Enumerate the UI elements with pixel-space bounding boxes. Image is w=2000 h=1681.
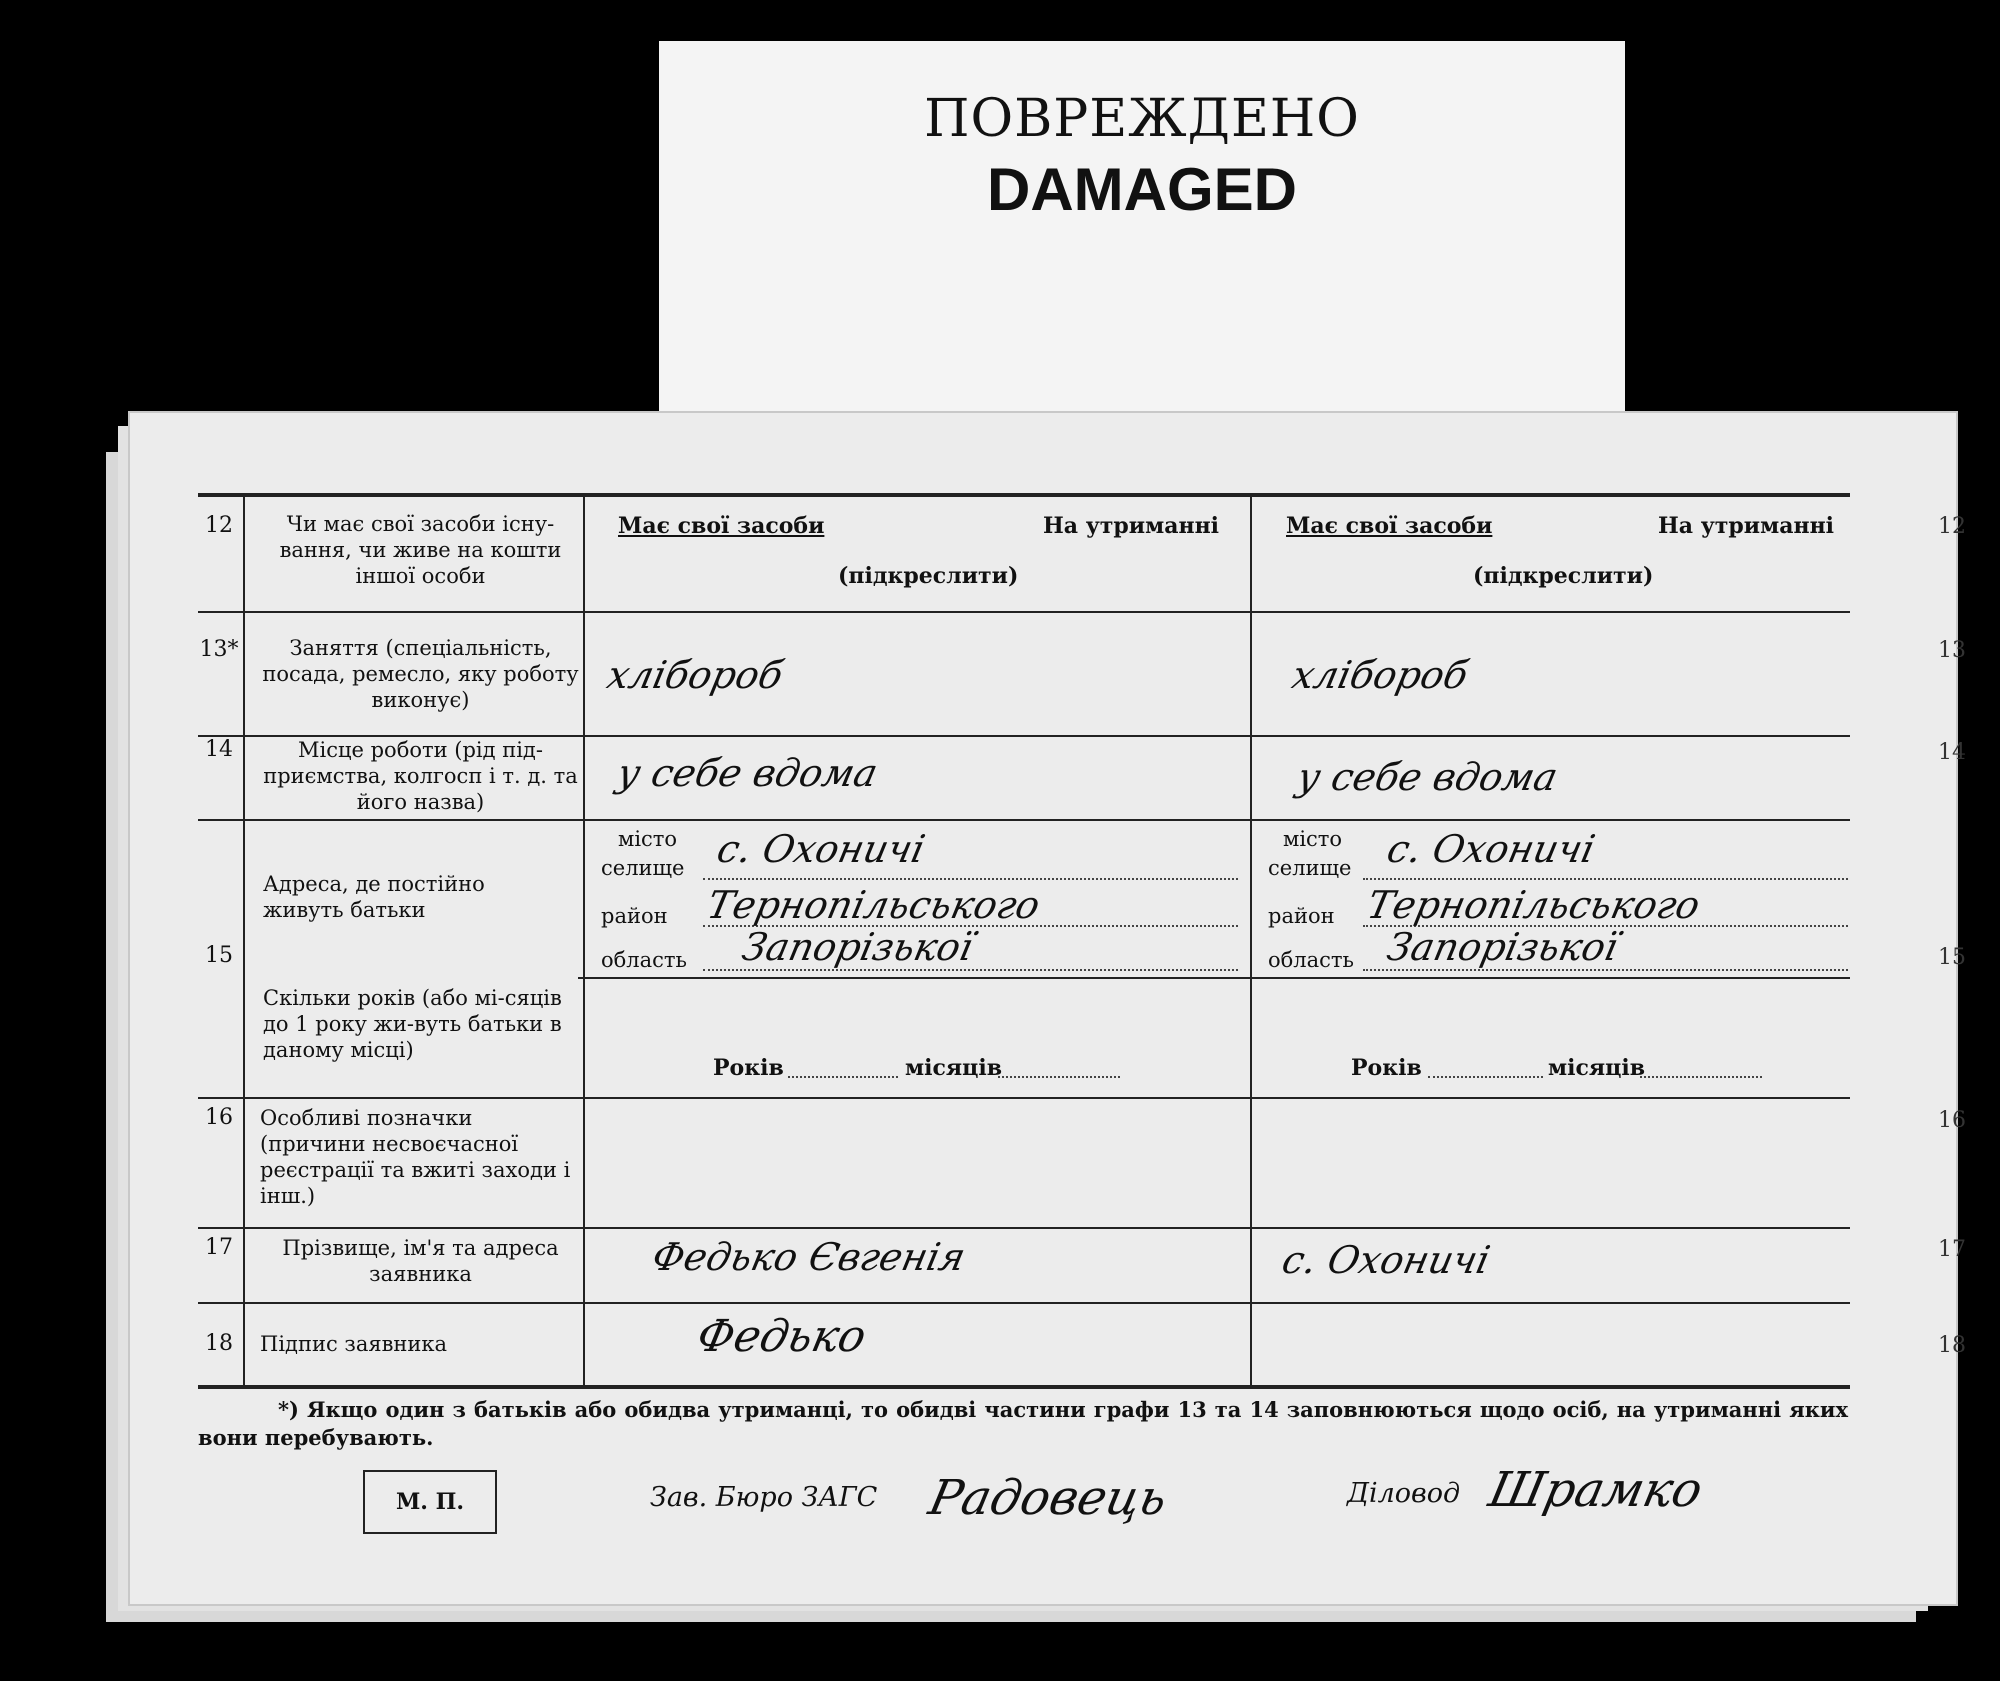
city-value-right: с. Охоничі <box>1383 827 1599 871</box>
row-number-13: 13* <box>199 637 239 662</box>
edge-number-16: 16 <box>1938 1108 1966 1133</box>
city-label-right: місто <box>1283 827 1343 851</box>
row-number-18: 18 <box>205 1331 233 1356</box>
row-label-13: Заняття (спеціальність, посада, ремесло, яку роботу виконує) <box>262 636 579 712</box>
city-label-left: місто <box>618 827 678 851</box>
damaged-label-ru: ПОВРЕЖДЕНО <box>924 89 1360 149</box>
edge-number-18: 18 <box>1938 1333 1966 1358</box>
row-label-16: Особливі позначки (причини несвоєчасної реєстрації та вжиті заходи і інш.) <box>260 1106 571 1208</box>
row-label-18: Підпис заявника <box>260 1332 448 1356</box>
footnote: *) Якщо один з батьків або обидва утриманці, то обидві частини графи 13 та 14 заповнюються щодо осіб, на утриманні яких вони перебувають. <box>198 1397 1848 1450</box>
years-label-right: Років <box>1351 1055 1422 1081</box>
row-number-14: 14 <box>205 737 233 762</box>
option-own-means-left: Має свої засоби <box>618 513 825 539</box>
row-divider-14 <box>198 819 1850 821</box>
workplace-right: у себе вдома <box>1293 755 1562 799</box>
city-value-left: с. Охоничі <box>713 827 929 871</box>
occupation-right: хлібороб <box>1288 653 1472 697</box>
row-divider-12 <box>198 611 1850 613</box>
row-number-17: 17 <box>205 1235 233 1260</box>
registration-form-table <box>198 493 1850 1393</box>
applicant-name: Федько Євгенія <box>648 1235 970 1279</box>
hint-underline-left: (підкреслити) <box>838 563 1019 589</box>
head-of-registry-signature: Радовець <box>924 1470 1173 1526</box>
edge-number-17: 17 <box>1938 1237 1966 1262</box>
damaged-label-card <box>659 41 1625 411</box>
city-line-right <box>1363 878 1848 880</box>
months-line-left <box>998 1076 1120 1078</box>
district-value-left: Тернопільського <box>703 883 1044 927</box>
row-number-16: 16 <box>205 1105 233 1130</box>
edge-number-13: 13 <box>1938 638 1966 663</box>
months-label-left: місяців <box>905 1055 1003 1081</box>
option-dependent-left: На утриманні <box>1043 513 1220 539</box>
clerk-label: Діловод <box>1347 1478 1461 1509</box>
village-label-left: селище <box>601 856 685 880</box>
option-dependent-right: На утриманні <box>1658 513 1835 539</box>
column-rule-label <box>583 493 585 1387</box>
row-divider-15a <box>578 977 1850 979</box>
region-line-right <box>1363 969 1848 971</box>
occupation-left: хлібороб <box>603 653 787 697</box>
years-label-left: Років <box>713 1055 784 1081</box>
row-label-14: Місце роботи (рід під-приємства, колгосп і т. д. та його назва) <box>263 738 578 814</box>
months-line-right <box>1640 1076 1762 1078</box>
months-label-right: місяців <box>1548 1055 1646 1081</box>
applicant-address: с. Охоничі <box>1278 1238 1494 1282</box>
edge-number-12: 12 <box>1938 514 1966 539</box>
years-line-left <box>788 1076 898 1078</box>
region-label-left: область <box>601 948 687 972</box>
village-label-right: селище <box>1268 856 1352 880</box>
region-line-left <box>703 969 1238 971</box>
row-number-12: 12 <box>205 513 233 538</box>
region-label-right: область <box>1268 948 1354 972</box>
district-label-left: район <box>601 904 668 928</box>
row-number-15: 15 <box>205 943 233 968</box>
head-of-registry-label: Зав. Бюро ЗАГС <box>650 1482 878 1513</box>
damaged-label-en: DAMAGED <box>987 156 1297 223</box>
city-line-left <box>703 878 1238 880</box>
row-label-15-years: Скільки років (або мі-сяців до 1 року жи-вуть батьки в даному місці) <box>263 986 562 1062</box>
table-top-rule <box>198 493 1850 497</box>
row-divider-17 <box>198 1302 1850 1304</box>
row-divider-15 <box>198 1097 1850 1099</box>
column-rule-middle <box>1250 493 1252 1387</box>
edge-number-14: 14 <box>1938 740 1966 765</box>
option-own-means-right: Має свої засоби <box>1286 513 1493 539</box>
row-divider-16 <box>198 1227 1850 1229</box>
clerk-signature: Шрамко <box>1484 1462 1708 1518</box>
edge-number-15: 15 <box>1938 945 1966 970</box>
row-label-17: Прізвище, ім'я та адреса заявника <box>282 1236 559 1286</box>
district-label-right: район <box>1268 904 1335 928</box>
hint-underline-right: (підкреслити) <box>1473 563 1654 589</box>
workplace-left: у себе вдома <box>613 751 882 795</box>
district-value-right: Тернопільського <box>1363 883 1704 927</box>
applicant-signature: Федько <box>692 1311 871 1362</box>
seal-place-box: М. П. <box>363 1470 497 1534</box>
column-rule-number <box>243 493 245 1387</box>
region-value-right: Запорізької <box>1383 925 1622 969</box>
row-label-12: Чи має свої засоби існу-вання, чи живе на кошти іншої особи <box>279 512 562 588</box>
row-label-15-address: Адреса, де постійно живуть батьки <box>263 872 485 922</box>
years-line-right <box>1428 1076 1543 1078</box>
region-value-left: Запорізької <box>738 925 977 969</box>
table-bottom-rule <box>198 1385 1850 1389</box>
